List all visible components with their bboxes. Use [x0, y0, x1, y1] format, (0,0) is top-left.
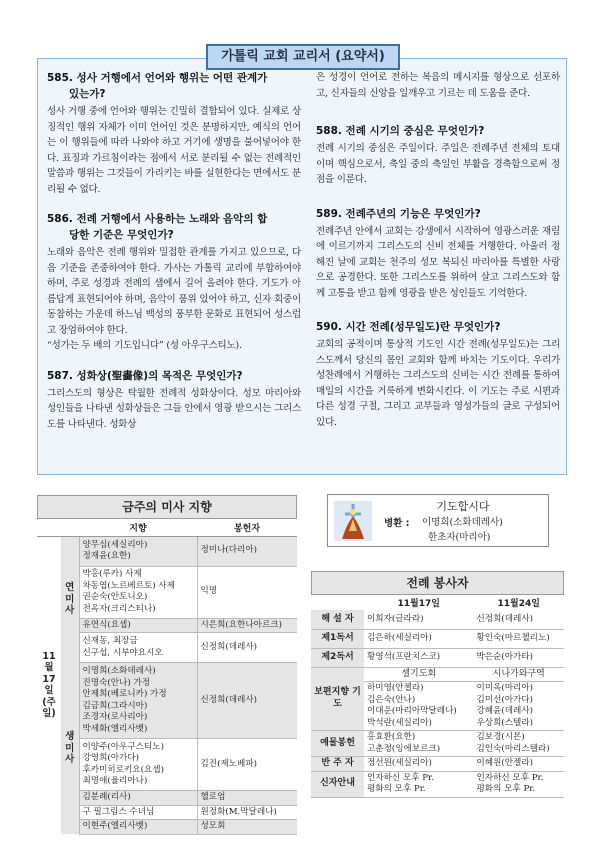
liturgy-name: 신정희(데레사)	[473, 610, 564, 629]
question-heading: 589. 전례주년의 기능은 무엇인가?	[316, 207, 481, 220]
offered-by: 김진(제노베파)	[197, 739, 297, 791]
offered-by: 시은희(요한나아르크)	[197, 618, 297, 633]
question-text: 585. 성사 거행에서 언어와 행위는 어떤 관계가	[47, 72, 268, 84]
intention-names: 이현주(엘리사벳)	[79, 820, 197, 835]
liturgy-group: 시나가와구역	[473, 667, 564, 682]
offered-by: 헬로엄	[197, 791, 297, 806]
offered-by: 신정희(데레사)	[197, 663, 297, 739]
liturgy-header-row	[311, 595, 564, 610]
liturgy-name: 하미영(안젤라) 김은숙(안나) 이대운(마리아막달레나) 박석란(세실리아)	[364, 682, 473, 731]
liturgy-name: 황인숙(마르첼리노)	[473, 629, 564, 648]
liturgy-name: 이미옥(마리아) 김미선(아가다) 강혜윤(데레사) 우상희(스텔라)	[473, 682, 564, 731]
question-heading: 590. 시간 전례(성무일도)란 무엇인가?	[316, 321, 501, 333]
intention-names: 양무심(세실리아) 정재윤(요한)	[79, 536, 197, 566]
mass-header-row	[37, 519, 297, 536]
offered-by: 원정화(M.막달레나)	[197, 805, 297, 820]
intention-names: 이명희(소화데레사) 진명숙(안나) 가정 안제희(베로니카) 가정 김금희(그라시아) 조경자(로사리아) 박세화(엘리사벳)	[79, 663, 197, 739]
liturgy-title: 전례 봉사자	[311, 571, 564, 595]
offered-by: 신정희(데레사)	[197, 633, 297, 663]
liturgy-name: 인자하신 모후 Pr. 평화의 모후 Pr.	[364, 771, 473, 797]
answer-quote: “성가는 두 배의 기도입니다” (성 아우구스티노).	[47, 340, 242, 351]
table-row	[37, 663, 297, 739]
answer-text: 전례주년 안에서 교회는 강생에서 시작하여 영광스러운 재림에 이르기까지 그리스도의 신비 전체를 거행한다. 아울러 정해진 날에 교회는 천주의 성모 복되신 마리아를 특별한 사랑으로 공경한다. 또한 그리스도를 위하여 살고 그리스도와 함께 고통을 받고 함께 영광을 받은 성인들도 기억한다.	[316, 225, 560, 299]
liturgy-name: 정선원(세실리아)	[364, 757, 473, 772]
offered-by: 익명	[197, 566, 297, 618]
liturgy-group-row	[311, 667, 564, 682]
liturgy-role: 해 설 자	[311, 610, 364, 629]
liturgy-role: 제2독서	[311, 648, 364, 667]
answer-continued	[316, 70, 560, 101]
praying-hands-icon	[334, 501, 372, 541]
qa-item	[316, 319, 560, 430]
liturgy-table	[311, 595, 564, 798]
mass-intention-title: 금주의 미사 지향	[37, 495, 297, 519]
liturgy-role: 예물봉헌	[311, 731, 364, 757]
question-heading	[47, 211, 301, 243]
mass-kind-saengmi: 생미사	[61, 663, 79, 835]
right-column	[316, 70, 560, 448]
qa-item	[316, 123, 560, 188]
mass-header-intention: 지향	[79, 519, 197, 536]
intention-names: 구 필그림스 수녀님	[79, 805, 197, 820]
intention-names: 유연식(요셉)	[79, 618, 197, 633]
liturgy-name: 김은하(세실리아)	[364, 629, 473, 648]
liturgy-name: 김보경(시몬) 김인숙(마리스텔라)	[473, 731, 564, 757]
left-column	[47, 70, 301, 446]
answer-text: 전례 시기의 중심은 주일이다. 주일은 전례주년 전체의 토대이며 핵심으로서, 축일 중의 축일인 부활을 경축함으로써 정점을 이룬다.	[316, 143, 560, 185]
prayer-label: 병환 :	[384, 518, 410, 529]
table-row	[311, 610, 564, 629]
liturgy-header-blank	[311, 595, 364, 610]
question-text: 586. 전례 거행에서 사용하는 노래와 음악의 합	[47, 213, 268, 225]
mass-kind-yeonmi: 연미사	[61, 536, 79, 663]
liturgy-group: 셀기도회	[364, 667, 473, 682]
question-text: 587. 성화상(聖畵像)의 목적은 무엇인가?	[47, 369, 243, 382]
prayer-title: 기도합시다	[436, 500, 490, 513]
table-row	[311, 648, 564, 667]
intention-names: 김분례(리사)	[79, 791, 197, 806]
answer-text: 그리스도의 형상은 탁월한 전례적 성화상이다. 성모 마리아와 성인들을 나타낸 성화상들은 그들 안에서 영광 받으시는 그리스도를 나타낸다. 성화상	[47, 387, 301, 430]
mass-header-offered-by: 봉헌자	[197, 519, 297, 536]
table-row	[311, 731, 564, 757]
intention-names: 신재동, 최장금 신구섭, 시부야요시오	[79, 633, 197, 663]
liturgy-name: 박은순(아가타)	[473, 648, 564, 667]
liturgy-name: 이희자(글라라)	[364, 610, 473, 629]
answer-text: 은 성경이 언어로 전하는 복음의 메시지를 형상으로 선포하고, 신자들의 신앙을 일깨우고 기르는 데 도움을 준다.	[316, 72, 560, 99]
liturgy-role: 반 주 자	[311, 757, 364, 772]
liturgy-name: 인자하신 모후 Pr. 평화의 모후 Pr.	[473, 771, 564, 797]
answer-text: 노래와 음악은 전례 행위와 밀접한 관계를 가지고 있으므로, 다음 기준을 존중하여야 한다. 가사는 가톨릭 교리에 부합하여야 하며, 주로 성경과 전례의 샘에서 길어 올려야 한다. 기도가 아름답게 표현되어야 하며, 음악이 품위 있어야 하고, 신자 회중이 동참하는 가운데 하느님 백성의 풍부한 문화로 표현되어 성스럽고 장엄하여야 한다.	[47, 247, 301, 336]
liturgy-role: 제1독서	[311, 629, 364, 648]
prayer-name: 한초자(마리아)	[428, 532, 491, 543]
intention-names: 이양주(아우구스티노) 강영희(아가다) 후카미히로키요(요셉) 최명애(율리아나)	[79, 739, 197, 791]
mass-date: 11월 17일 (주일)	[37, 536, 61, 834]
liturgy-name: 이혜원(안젤라)	[473, 757, 564, 772]
qa-item	[47, 368, 301, 433]
question-text-cont: 있는가?	[69, 88, 106, 100]
question-heading	[47, 368, 301, 384]
answer-text: 교회의 공적이며 통상적 기도인 시간 전례(성무일도)는 그리스도께서 당신의 몸인 교회와 함께 바치는 기도이다. 우리가 성찬례에서 거행하는 그리스도의 신비는 시간 전례를 통하여 매일의 시간을 거룩하게 변화시킨다. 이 기도는 주로 시편과 다른 성경 구절, 그리고 교부들과 영성가들의 글로 구성되어 있다.	[316, 339, 560, 428]
prayer-name: 이명희(소화데레사)	[422, 517, 503, 528]
qa-item	[316, 206, 560, 302]
liturgy-role-blank: 보편지향 기 도	[311, 667, 364, 731]
qa-item	[47, 211, 301, 354]
offered-by: 정미나(다리아)	[197, 536, 297, 566]
table-row	[311, 757, 564, 772]
mass-intention-table	[37, 519, 297, 835]
question-text-cont: 당한 기준은 무엇인가?	[69, 229, 174, 241]
intention-names: 박홍(루카) 사제 차동엽(노르베르토) 사제 권순숙(안토니오) 전옥자(크리스티나)	[79, 566, 197, 618]
liturgy-date: 11월24일	[497, 599, 540, 609]
liturgy-name: 황영석(프란치스코)	[364, 648, 473, 667]
answer-text: 성사 거행 중에 언어와 행위는 긴밀히 결합되어 있다. 실제로 상징적인 행위 자체가 이미 언어인 것은 분명하지만, 예식의 언어는 이 행위들에 따라 나와야 하고 거기에 생명을 불어넣어야 한다. 표징과 가르침이라는 점에서 서로 분리될 수 없는 전례적인 말씀과 행위는 그것들이 가리키는 바를 실현한다는 면에서도 분리될 수 없다.	[47, 106, 301, 195]
question-heading: 588. 전례 시기의 중심은 무엇인가?	[316, 125, 485, 137]
liturgy-name: 홍효환(요한) 고춘정(잉에보르크)	[364, 731, 473, 757]
table-row	[311, 629, 564, 648]
table-row	[37, 536, 297, 566]
mass-header-blank	[37, 519, 79, 536]
liturgy-date: 11월17일	[397, 599, 440, 609]
offered-by: 성모회	[197, 820, 297, 835]
liturgy-role: 신자안내	[311, 771, 364, 797]
table-row	[311, 771, 564, 797]
qa-item	[47, 70, 301, 197]
prayer-names	[422, 515, 503, 545]
page-title: 가톨릭 교회 교리서 (요약서)	[206, 44, 400, 70]
question-heading	[47, 70, 301, 102]
